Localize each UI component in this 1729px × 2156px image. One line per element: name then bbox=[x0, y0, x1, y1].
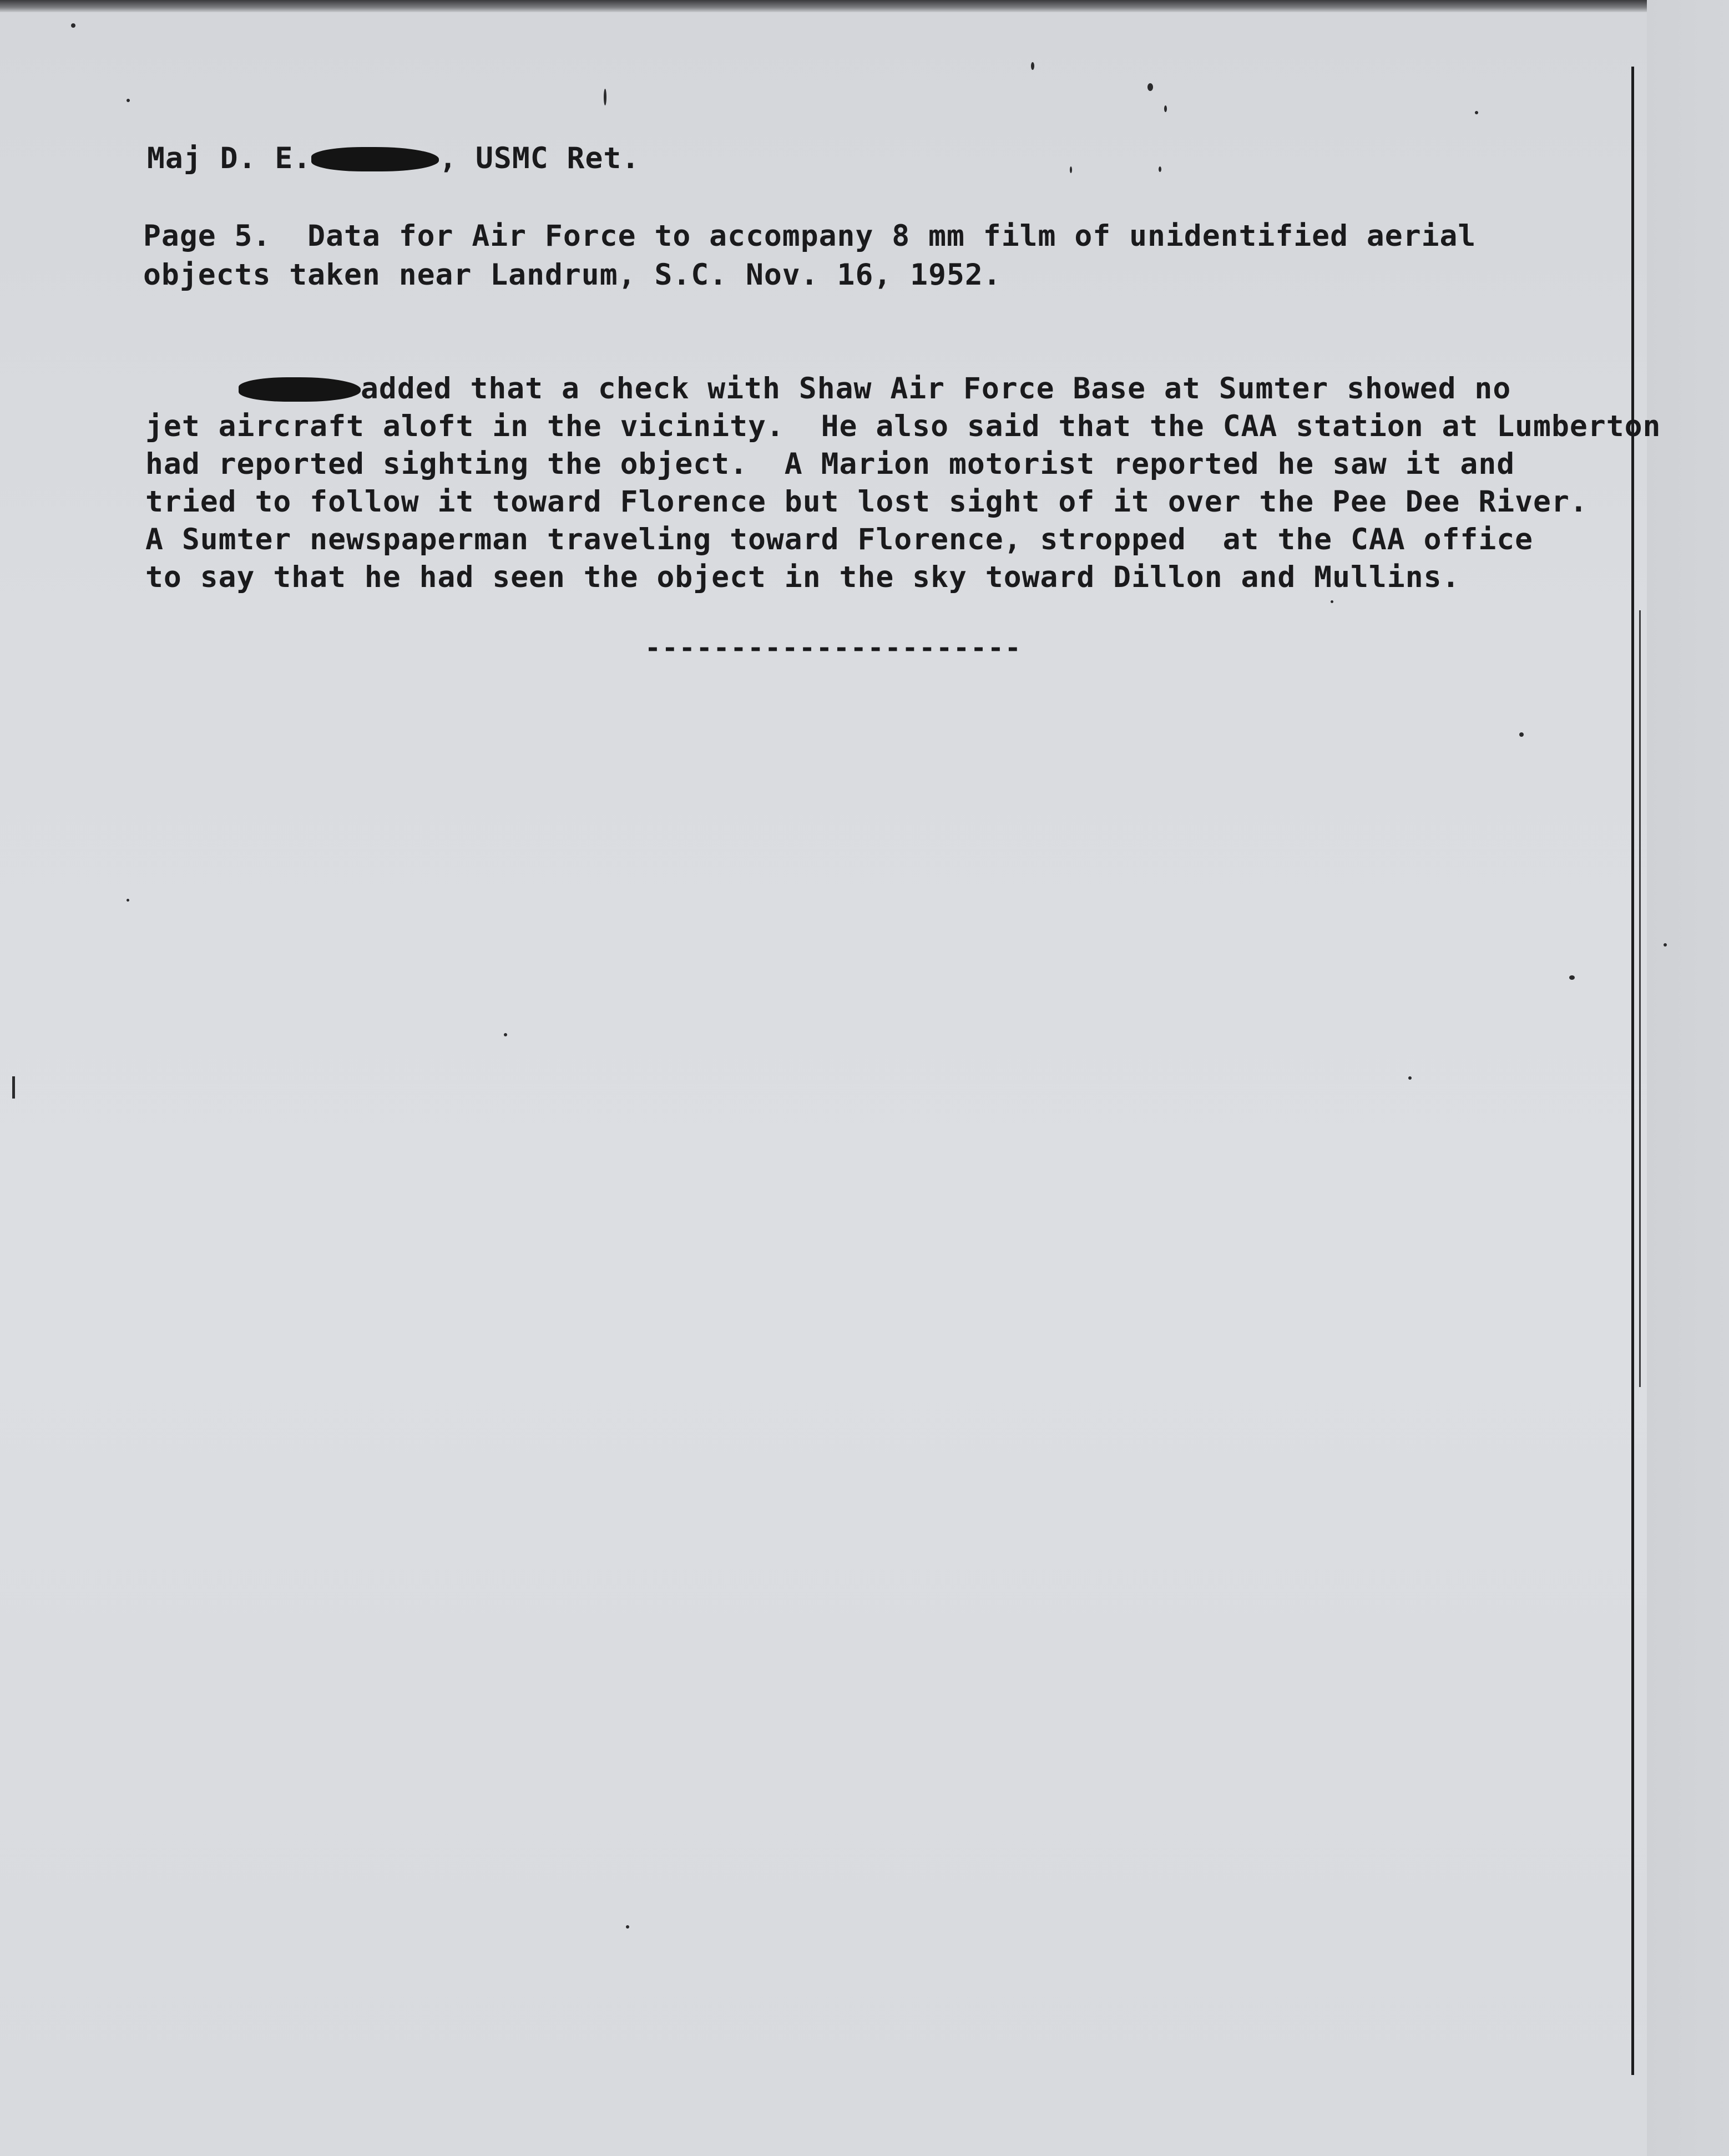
body-line-1 bbox=[239, 372, 1511, 406]
scan-speck bbox=[604, 89, 606, 105]
scan-speck bbox=[1664, 943, 1667, 947]
scan-speck bbox=[1475, 111, 1478, 114]
scan-left-mark bbox=[12, 1076, 15, 1099]
scan-speck bbox=[1031, 62, 1034, 70]
subject-line-1: Page 5. Data for Air Force to accompany 8 mm film of unidentified aerial bbox=[143, 219, 1477, 253]
scan-speck bbox=[504, 1033, 507, 1036]
scan-right-border-line-faint bbox=[1639, 610, 1641, 1387]
scan-speck bbox=[1070, 166, 1072, 173]
scan-speck bbox=[1147, 83, 1153, 91]
body-line-3: had reported sighting the object. A Marion motorist reported he saw it and bbox=[145, 447, 1515, 481]
scan-speck bbox=[1164, 105, 1167, 112]
scan-top-edge bbox=[0, 0, 1729, 12]
scan-speck bbox=[1159, 166, 1161, 172]
body-line-2: jet aircraft aloft in the vicinity. He also said that the CAA station at Lumberton bbox=[145, 409, 1661, 443]
section-divider: ---------------------- bbox=[645, 632, 1022, 664]
scan-speck bbox=[1569, 975, 1575, 980]
redaction-mark bbox=[239, 377, 361, 402]
scan-right-border-line bbox=[1631, 67, 1634, 2075]
scan-speck bbox=[1331, 600, 1333, 603]
header-line bbox=[147, 141, 640, 175]
scan-right-margin bbox=[1647, 0, 1729, 2156]
body-line-1-text: added that a check with Shaw Air Force Base at Sumter showed no bbox=[361, 372, 1511, 406]
scan-speck bbox=[127, 899, 129, 902]
subject-line-2: objects taken near Landrum, S.C. Nov. 16, 1952. bbox=[143, 258, 1002, 292]
header-prefix: Maj D. E. bbox=[147, 141, 312, 175]
header-suffix: , USMC Ret. bbox=[439, 141, 640, 175]
body-line-6: to say that he had seen the object in the sky toward Dillon and Mullins. bbox=[145, 560, 1460, 594]
redaction-mark bbox=[311, 147, 439, 171]
scan-speck bbox=[71, 23, 75, 28]
scan-speck bbox=[1408, 1076, 1412, 1080]
body-line-5: A Sumter newspaperman traveling toward Florence, stropped at the CAA office bbox=[145, 523, 1534, 556]
body-line-4: tried to follow it toward Florence but lost sight of it over the Pee Dee River. bbox=[145, 485, 1588, 519]
scan-speck bbox=[1519, 732, 1524, 737]
scan-speck bbox=[626, 1925, 629, 1929]
scan-speck bbox=[127, 99, 130, 102]
